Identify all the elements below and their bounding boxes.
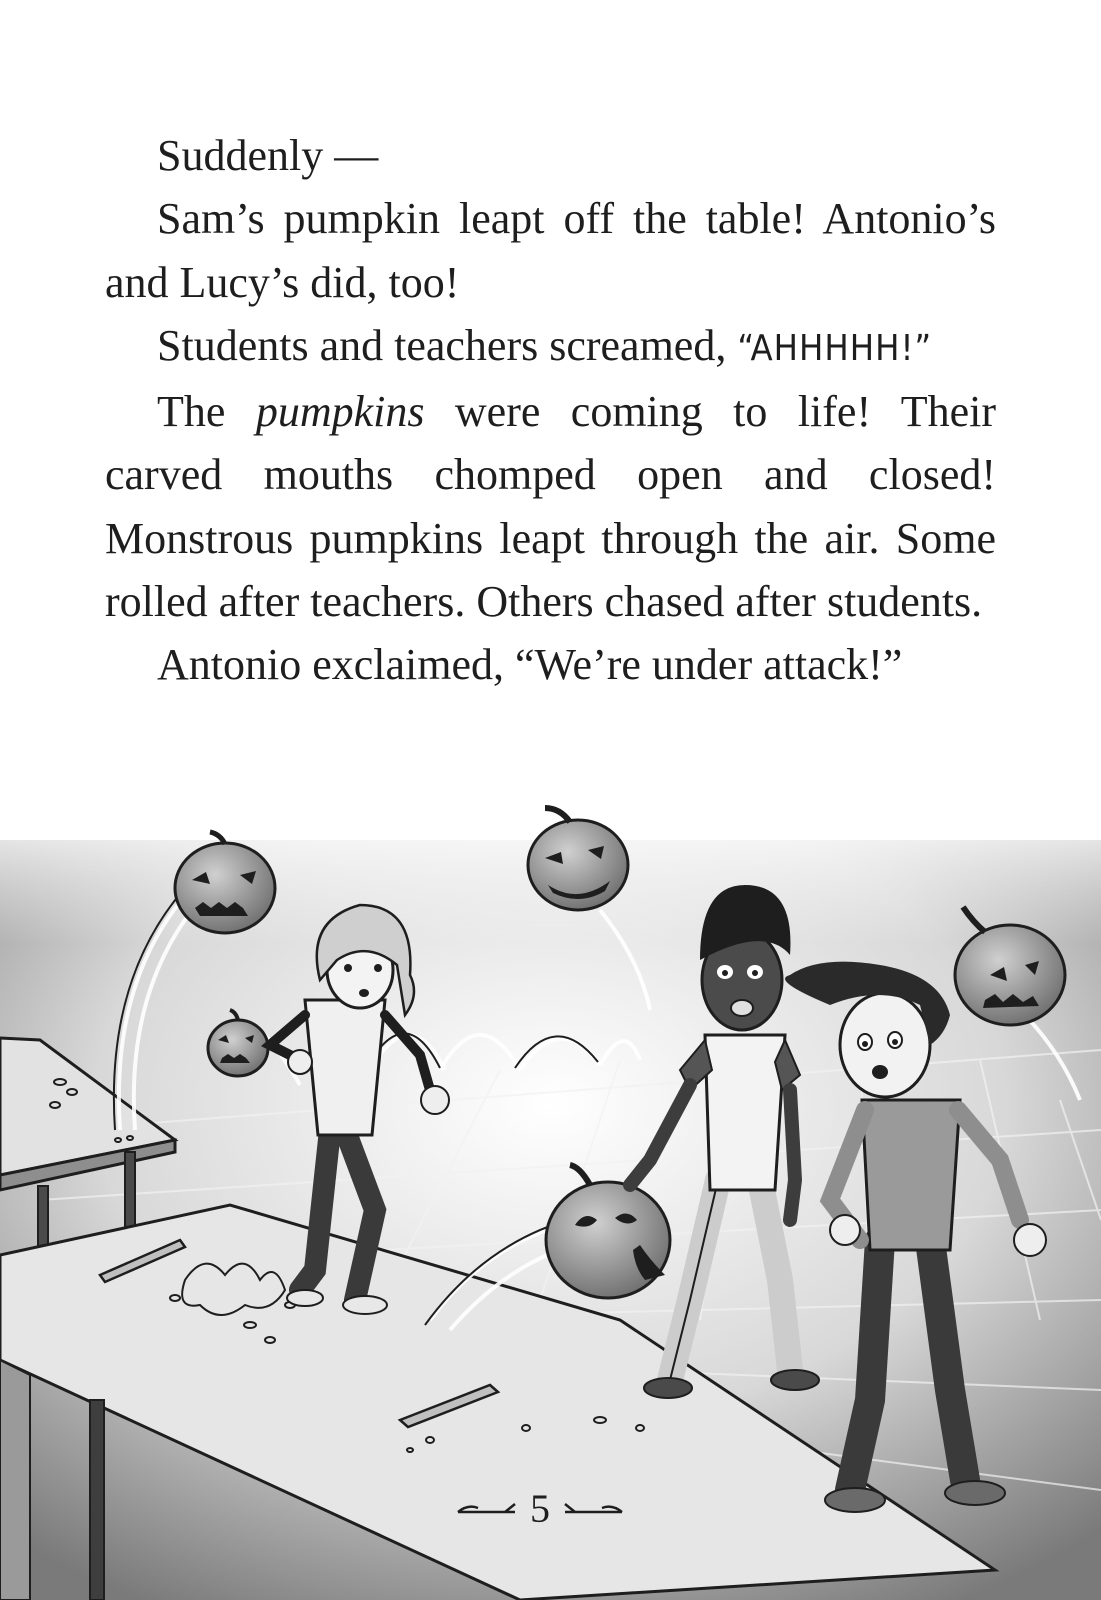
ornament-right — [565, 1504, 622, 1512]
paragraph-3-text: Students and teachers screamed, — [157, 320, 738, 370]
scream-text: “AHHHHH!” — [737, 327, 933, 369]
story-text — [105, 124, 996, 697]
paragraph-2: Sam’s pumpkin leapt off the table! Antonio’s and Lucy’s did, too! — [105, 194, 996, 307]
paragraph-4 — [105, 380, 996, 633]
ornament-left — [458, 1504, 515, 1512]
page-number-ornament — [440, 1478, 640, 1538]
paragraph-4-start: The — [157, 387, 256, 437]
paragraph-4-emphasis: pumpkins — [255, 387, 425, 437]
paragraph-4-rest: were coming to life! Their carved mouths chomped open and closed! Monstrous pumpkins leapt through the air. Some rolled after teachers. Others chased after students. — [105, 387, 997, 627]
paragraph-5: Antonio exclaimed, “We’re under attack!” — [157, 640, 903, 690]
page-number — [440, 1478, 640, 1538]
paragraph-3 — [105, 314, 996, 380]
paragraph-1: Suddenly — — [157, 131, 379, 180]
page-number-text: 5 — [530, 1486, 550, 1531]
